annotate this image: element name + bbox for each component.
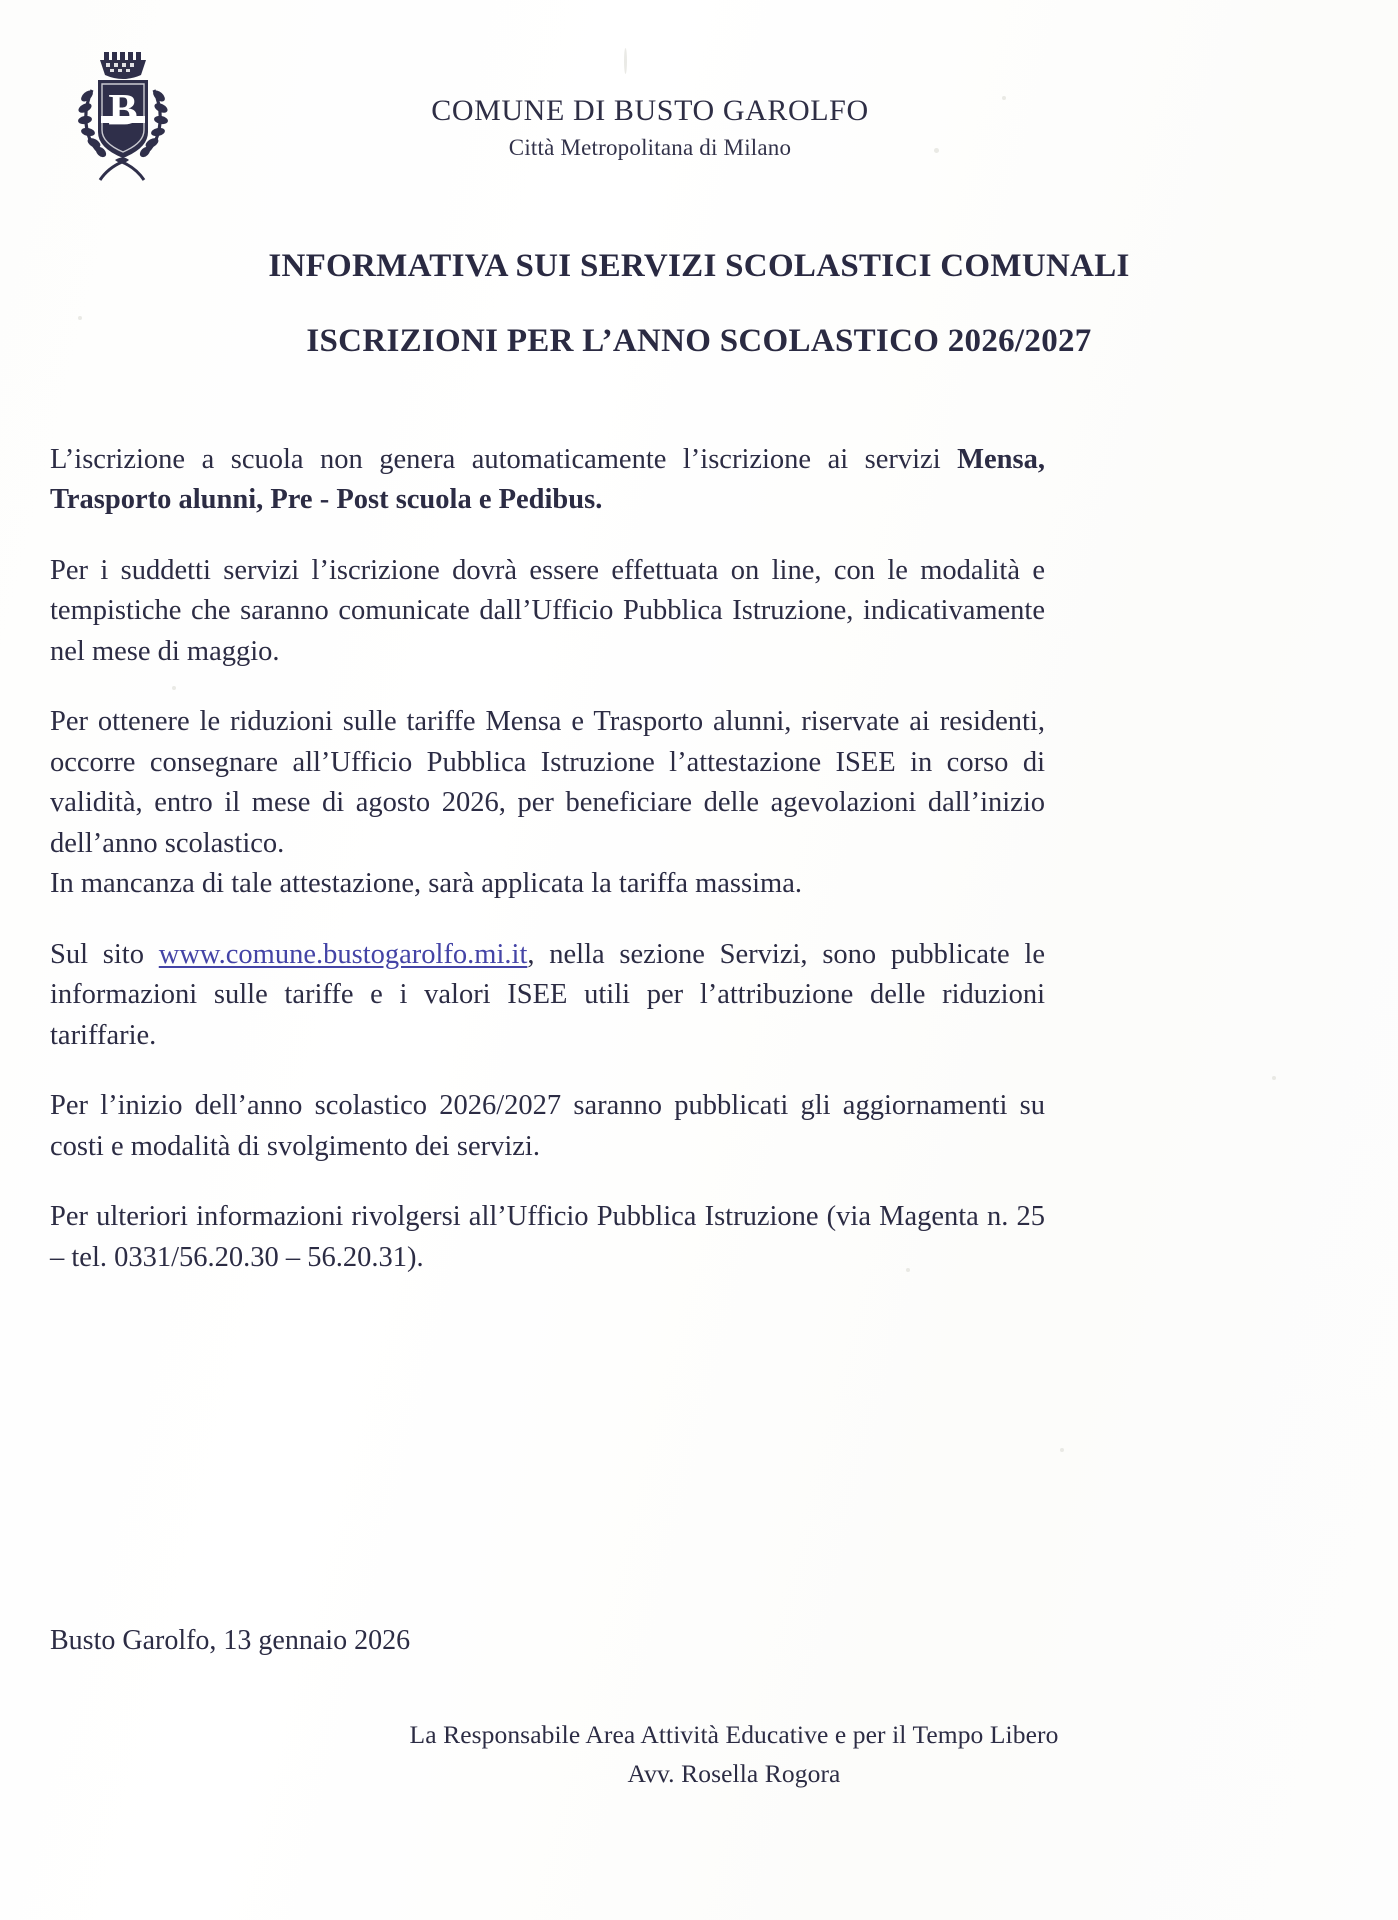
website-after-text: , nella sezione Servizi, sono pubblicate le informazioni sulle tariffe e i valori ISEE utili per l’attribuzione delle riduzioni tariffarie. xyxy=(50,938,1045,1051)
paragraph-isee-reductions: Per ottenere le riduzioni sulle tariffe Mensa e Trasporto alunni, riservate ai residenti, occorre consegnare all’Ufficio Pubblica Istruzione l’attestazione ISEE in corso di validità, entro il mese di agosto 2026, per beneficiare delle agevolazioni dall’inizio dell’anno scolastico. xyxy=(50,706,1045,859)
services-list-bold: Mensa, Trasporto alunni, Pre - Post scuola e Pedibus. xyxy=(50,444,1045,516)
paragraph-website-info xyxy=(50,935,1045,1056)
website-intro-text: Sul sito xyxy=(50,938,159,970)
paragraph-services-intro-text: L’iscrizione a scuola non genera automaticamente l’iscrizione ai servizi xyxy=(50,444,958,475)
document-body xyxy=(50,440,1045,1278)
scan-artifact xyxy=(1060,1448,1064,1452)
letterhead xyxy=(0,38,1398,198)
organization-subtitle: Città Metropolitana di Milano xyxy=(508,134,792,160)
signature-role: La Responsabile Area Attività Educative e per il Tempo Libero xyxy=(409,1720,1059,1749)
organization-name: COMUNE DI BUSTO GAROLFO xyxy=(431,94,869,127)
document-title xyxy=(0,250,1398,358)
paragraph-school-year-updates: Per l’inizio dell’anno scolastico 2026/2027 saranno pubblicati gli aggiornamenti su costi e modalità di svolgimento dei servizi. xyxy=(50,1090,1045,1162)
paragraph-services-intro xyxy=(50,440,1045,521)
scan-artifact xyxy=(1272,1076,1276,1080)
title-line-1: INFORMATIVA SUI SERVIZI SCOLASTICI COMUNALI xyxy=(268,248,1130,284)
paragraph-contact-info: Per ulteriori informazioni rivolgersi all’Ufficio Pubblica Istruzione (via Magenta n. 25 – tel. 0331/56.20.30 – 56.20.31). xyxy=(50,1201,1045,1273)
paragraph-max-tariff: In mancanza di tale attestazione, sarà applicata la tariffa massima. xyxy=(50,868,802,900)
title-line-2: ISCRIZIONI PER L’ANNO SCOLASTICO 2026/2027 xyxy=(306,323,1092,359)
paragraph-online-registration: Per i suddetti servizi l’iscrizione dovrà essere effettuata on line, con le modalità e tempistiche che saranno comunicate dall’Ufficio Pubblica Istruzione, indicativamente nel mese di maggio. xyxy=(50,554,1045,667)
svg-text:B: B xyxy=(108,85,138,134)
organization-block xyxy=(210,94,1090,161)
signature-block xyxy=(0,1720,1398,1789)
place-and-date: Busto Garolfo, 13 gennaio 2026 xyxy=(50,1625,411,1656)
signature-name: Avv. Rosella Rogora xyxy=(627,1759,841,1788)
comune-website-link[interactable]: www.comune.bustogarolfo.mi.it xyxy=(158,938,528,970)
coat-of-arms-icon xyxy=(68,44,176,184)
